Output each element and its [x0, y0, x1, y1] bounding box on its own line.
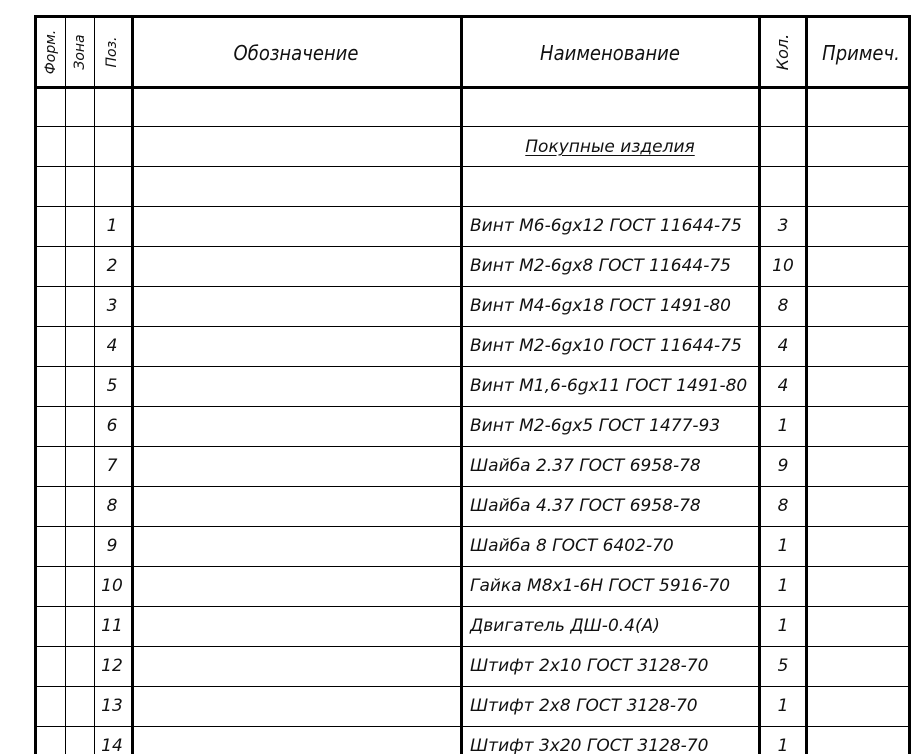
header-name: Наименование — [540, 41, 680, 65]
row-name: Штифт 2х8 ГОСТ 3128-70 — [470, 696, 698, 716]
row-line — [35, 686, 911, 687]
row-quantity: 1 — [777, 576, 789, 596]
row-quantity: 10 — [772, 256, 794, 276]
row-quantity: 3 — [777, 216, 789, 236]
row-line — [35, 206, 911, 207]
row-line — [35, 326, 911, 327]
row-name: Шайба 8 ГОСТ 6402-70 — [470, 536, 674, 556]
row-line — [35, 726, 911, 727]
row-name: Двигатель ДШ-0.4(А) — [470, 616, 660, 636]
row-position: 4 — [106, 336, 118, 356]
row-name: Шайба 2.37 ГОСТ 6958-78 — [470, 456, 701, 476]
row-position: 3 — [106, 296, 118, 316]
row-position: 14 — [101, 736, 123, 754]
row-line — [35, 526, 911, 527]
row-position: 12 — [101, 656, 123, 676]
row-line — [35, 486, 911, 487]
row-position: 1 — [106, 216, 118, 236]
row-quantity: 8 — [777, 296, 789, 316]
row-name: Штифт 2х10 ГОСТ 3128-70 — [470, 656, 709, 676]
row-position: 7 — [106, 456, 118, 476]
row-position: 10 — [101, 576, 123, 596]
row-line — [35, 126, 911, 127]
row-position: 5 — [106, 376, 118, 396]
row-quantity: 8 — [777, 496, 789, 516]
row-name: Винт М6-6gx12 ГОСТ 11644-75 — [470, 216, 742, 236]
row-position: 2 — [106, 256, 118, 276]
header-divider — [35, 86, 911, 89]
row-position: 9 — [106, 536, 118, 556]
row-quantity: 4 — [777, 376, 789, 396]
header-zone: Зона — [72, 34, 88, 70]
row-position: 13 — [101, 696, 123, 716]
row-quantity: 1 — [777, 536, 789, 556]
section-title: Покупные изделия — [525, 137, 695, 157]
header-designation: Обозначение — [233, 41, 359, 65]
header-quantity: Кол. — [773, 33, 792, 71]
row-line — [35, 366, 911, 367]
row-line — [35, 606, 911, 607]
row-name: Винт М1,6-6gx11 ГОСТ 1491-80 — [470, 376, 748, 396]
row-quantity: 5 — [777, 656, 789, 676]
row-line — [35, 646, 911, 647]
row-line — [35, 446, 911, 447]
table-top-border — [35, 15, 911, 18]
row-quantity: 1 — [777, 616, 789, 636]
row-name: Винт М2-6gx5 ГОСТ 1477-93 — [470, 416, 721, 436]
row-line — [35, 286, 911, 287]
row-name: Шайба 4.37 ГОСТ 6958-78 — [470, 496, 701, 516]
header-format: Форм. — [43, 29, 59, 75]
row-quantity: 1 — [777, 736, 789, 754]
row-position: 8 — [106, 496, 118, 516]
row-line — [35, 566, 911, 567]
row-name: Штифт 3х20 ГОСТ 3128-70 — [470, 736, 709, 754]
row-position: 6 — [106, 416, 118, 436]
header-note: Примеч. — [822, 41, 900, 65]
row-line — [35, 406, 911, 407]
row-quantity: 1 — [777, 416, 789, 436]
header-position: Поз. — [104, 36, 120, 68]
row-line — [35, 246, 911, 247]
row-position: 11 — [101, 616, 123, 636]
row-name: Винт М4-6gx18 ГОСТ 1491-80 — [470, 296, 731, 316]
row-quantity: 1 — [777, 696, 789, 716]
row-name: Винт М2-6gx10 ГОСТ 11644-75 — [470, 336, 742, 356]
row-name: Гайка М8х1-6Н ГОСТ 5916-70 — [470, 576, 731, 596]
row-quantity: 9 — [777, 456, 789, 476]
row-line — [35, 166, 911, 167]
row-quantity: 4 — [777, 336, 789, 356]
row-name: Винт М2-6gx8 ГОСТ 11644-75 — [470, 256, 731, 276]
